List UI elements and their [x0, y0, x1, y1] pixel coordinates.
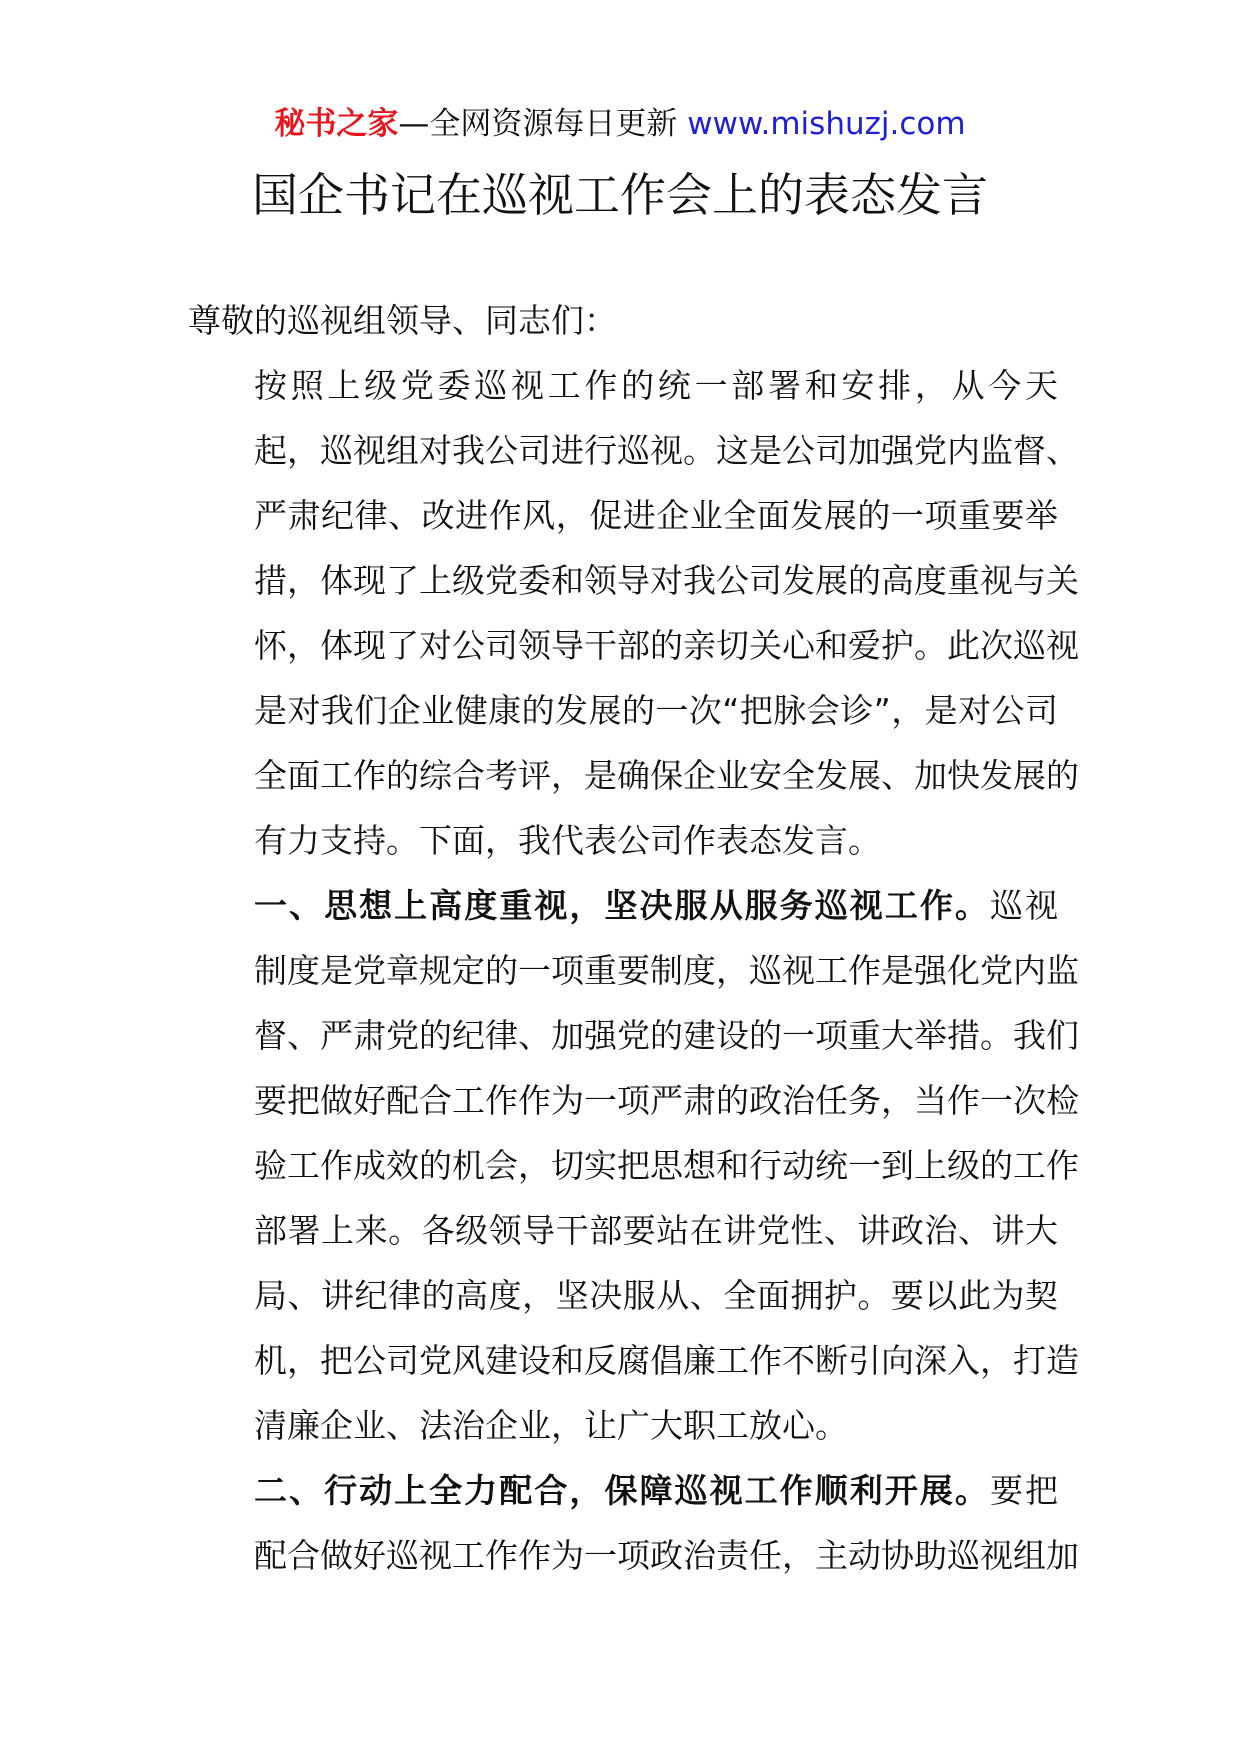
paragraph-line: 按照上级党委巡视工作的统一部署和安排，从今天 — [254, 366, 1058, 405]
paragraph-line: 是对我们企业健康的发展的一次“把脉会诊”，是对公司 — [254, 691, 1058, 730]
paragraph-line: 制度是党章规定的一项重要制度，巡视工作是强化党内监 — [254, 951, 1079, 990]
site-url-link[interactable]: www.mishuzj.com — [687, 106, 966, 142]
paragraph-line: 验工作成效的机会，切实把思想和行动统一到上级的工作 — [254, 1146, 1079, 1185]
paragraph-line: 有力支持。下面，我代表公司作表态发言。 — [254, 821, 881, 860]
paragraph-first-line — [188, 873, 1058, 938]
header-tagline: —全网资源每日更新 — [398, 106, 678, 142]
section-heading: 一、思想上高度重视，坚决服从服务巡视工作。 — [254, 886, 990, 925]
site-header — [0, 100, 1240, 148]
paragraph-first-line — [188, 1458, 1058, 1523]
section-heading: 二、行动上全力配合，保障巡视工作顺利开展。 — [254, 1471, 990, 1510]
paragraph-line: 严肃纪律、改进作风，促进企业全面发展的一项重要举 — [254, 496, 1058, 535]
paragraph-line: 配合做好巡视工作作为一项政治责任，主动协助巡视组加 — [254, 1536, 1079, 1575]
paragraph-section-two — [188, 1458, 1079, 1588]
paragraph-line: 怀，体现了对公司领导干部的亲切关心和爱护。此次巡视 — [254, 626, 1079, 665]
paragraph-line: 清廉企业、法治企业，让广大职工放心。 — [254, 1406, 848, 1445]
paragraph-line: 全面工作的综合考评，是确保企业安全发展、加快发展的 — [254, 756, 1079, 795]
paragraph-line-tail: 要把 — [989, 1471, 1059, 1510]
paragraph-section-one — [188, 873, 1079, 1458]
salutation: 尊敬的巡视组领导、同志们： — [188, 301, 617, 340]
paragraph-line: 要把做好配合工作作为一项严肃的政治任务，当作一次检 — [254, 1081, 1079, 1120]
paragraph-line-tail: 巡视 — [989, 886, 1059, 925]
paragraph-intro — [188, 353, 1079, 873]
paragraph-line: 措，体现了上级党委和领导对我公司发展的高度重视与关 — [254, 561, 1079, 600]
paragraph-line: 部署上来。各级领导干部要站在讲党性、讲政治、讲大 — [254, 1211, 1058, 1250]
document-body — [188, 288, 1079, 1588]
document-title: 国企书记在巡视工作会上的表态发言 — [252, 168, 988, 222]
paragraph-line: 局、讲纪律的高度，坚决服从、全面拥护。要以此为契 — [254, 1276, 1058, 1315]
paragraph-line: 机，把公司党风建设和反腐倡廉工作不断引向深入，打造 — [254, 1341, 1079, 1380]
brand-name: 秘书之家 — [274, 106, 399, 142]
paragraph-line: 督、严肃党的纪律、加强党的建设的一项重大举措。我们 — [254, 1016, 1079, 1055]
paragraph-line: 起，巡视组对我公司进行巡视。这是公司加强党内监督、 — [254, 431, 1079, 470]
